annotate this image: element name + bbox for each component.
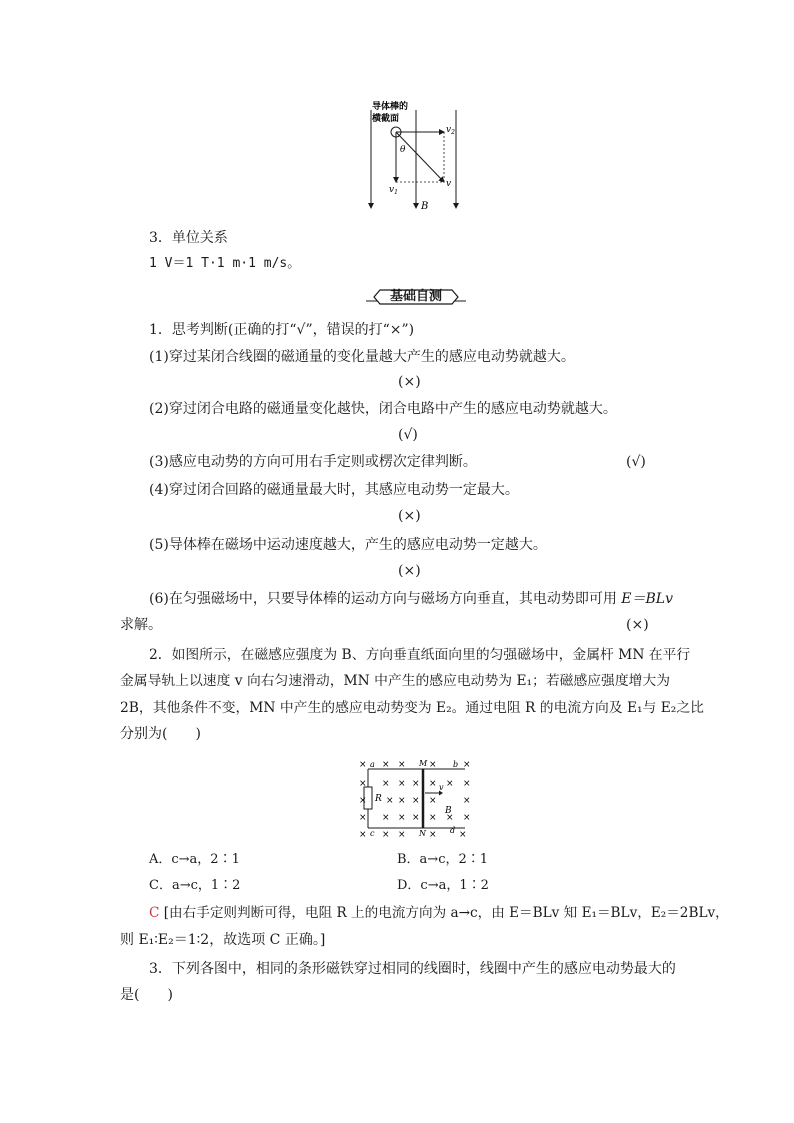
theta-label: θ: [400, 145, 406, 155]
svg-text:×: ×: [398, 796, 406, 806]
svg-text:×: ×: [412, 813, 420, 823]
label-c: c: [370, 829, 375, 838]
q1-item-2: (2)穿过闭合电路的磁通量变化越快，闭合电路中产生的感应电动势就越大。: [149, 401, 617, 417]
q1-item-6-mark: (×): [626, 617, 649, 633]
answer-letter: C: [149, 905, 160, 921]
svg-text:×: ×: [382, 779, 390, 789]
svg-text:×: ×: [412, 779, 420, 789]
q3-line-2: 是( ): [120, 987, 173, 1003]
svg-text:×: ×: [359, 779, 367, 789]
q1-item-5: (5)导体棒在磁场中运动速度越大，产生的感应电动势一定越大。: [149, 537, 547, 553]
q1-title: 1．思考判断(正确的打“√”，错误的打“×”): [149, 322, 415, 338]
section-badge: [366, 287, 466, 307]
q3-line-1: 3．下列各图中，相同的条形磁铁穿过相同的线圈时，线圈中产生的感应电动势最大的: [149, 961, 676, 977]
q1-item-4: (4)穿过闭合回路的磁通量最大时，其感应电动势一定最大。: [149, 482, 519, 498]
svg-text:×: ×: [382, 760, 390, 770]
label-M: M: [419, 759, 428, 768]
svg-text:×: ×: [429, 796, 437, 806]
svg-text:×: ×: [359, 760, 367, 770]
svg-text:×: ×: [463, 779, 471, 789]
v-label: v: [446, 179, 452, 189]
velocity-decomposition-figure: [360, 96, 470, 216]
q2-line-3: 2B，其他条件不变，MN 中产生的感应电动势变为 E₂。通过电阻 R 的电流方向及 E₁与 E₂之比: [120, 700, 704, 716]
svg-text:×: ×: [463, 813, 471, 823]
svg-text:×: ×: [429, 779, 437, 789]
q1-item-6: [149, 589, 673, 609]
svg-text:×: ×: [398, 813, 406, 823]
q2-explanation-2: 则 E₁∶E₂＝1∶2，故选项 C 正确。]: [120, 932, 326, 948]
q1-item-4-mark: (×): [398, 508, 421, 524]
svg-text:×: ×: [382, 830, 390, 840]
option-B: B．a→c，2∶1: [397, 852, 489, 867]
v1-label: $v_1$: [389, 185, 398, 196]
v-vector: [396, 132, 444, 182]
q1-item-1: (1)穿过某闭合线圈的磁通量的变化量越大产生的感应电动势就越大。: [149, 349, 575, 365]
q1-item-2-mark: (√): [398, 427, 418, 443]
svg-text:×: ×: [446, 779, 454, 789]
q1-item-1-mark: (×): [398, 374, 421, 390]
svg-text:×: ×: [463, 796, 471, 806]
label-d: d: [450, 826, 456, 835]
q1-item-6-cont: 求解。: [120, 617, 162, 633]
option-C: C．a→c，1∶2: [149, 878, 241, 893]
svg-text:×: ×: [446, 813, 454, 823]
svg-text:×: ×: [398, 779, 406, 789]
label-B: B: [445, 806, 452, 816]
option-A: A．c→a，2∶1: [149, 852, 240, 867]
explanation-text-1: [由右手定则判断可得，电阻 R 上的电流方向为 a→c，由 E＝BLv 知 E₁＝BLv，E₂＝2BLv，: [163, 905, 729, 921]
svg-text:×: ×: [398, 760, 406, 770]
svg-text:×: ×: [359, 830, 367, 840]
q2-line-1: 2．如图所示，在磁感应强度为 B、方向垂直纸面向里的匀强磁场中，金属杆 MN 在平行: [149, 647, 691, 663]
q2-line-2: 金属导轨上以速度 v 向右匀速滑动，MN 中产生的感应电动势为 E₁；若磁感应强度增大为: [120, 673, 671, 689]
svg-text:×: ×: [382, 813, 390, 823]
q1-item-5-mark: (×): [398, 563, 421, 579]
cross-section-label-2: 横截面: [372, 114, 400, 124]
cross-section-label-1: 导体棒的: [372, 102, 409, 112]
svg-text:×: ×: [412, 796, 420, 806]
svg-text:×: ×: [463, 760, 471, 770]
svg-text:×: ×: [359, 796, 367, 806]
label-b: b: [453, 760, 459, 769]
svg-text:×: ×: [398, 830, 406, 840]
q1-item-3: (3)感应电动势的方向可用右手定则或楞次定律判断。: [149, 454, 477, 470]
badge-label: 基础自测: [389, 289, 442, 304]
svg-text:×: ×: [459, 830, 467, 840]
svg-text:×: ×: [429, 813, 437, 823]
q1-item-6-formula: E＝BLv: [621, 591, 674, 607]
q2-explanation-1: [149, 903, 729, 923]
label-N: N: [419, 829, 426, 838]
svg-text:×: ×: [386, 796, 394, 806]
unit-relation: 1 V＝1 T·1 m·1 m/s。: [149, 256, 301, 271]
svg-text:×: ×: [359, 813, 367, 823]
q1-item-6-text: (6)在匀强磁场中，只要导体棒的运动方向与磁场方向垂直，其电动势即可用: [149, 591, 617, 607]
v2-label: $v_2$: [446, 125, 455, 136]
svg-text:×: ×: [429, 760, 437, 770]
q2-line-4: 分别为( ): [120, 726, 201, 742]
field-B-label: B: [421, 201, 429, 212]
label-a: a: [370, 760, 375, 769]
label-R: R: [375, 794, 382, 804]
label-v: v: [439, 783, 444, 792]
q1-item-3-mark: (√): [626, 454, 646, 470]
rails-figure: [355, 755, 480, 840]
option-D: D．c→a，1∶2: [397, 878, 489, 893]
svg-text:×: ×: [429, 830, 437, 840]
section-3-title: 3．单位关系: [149, 230, 228, 246]
